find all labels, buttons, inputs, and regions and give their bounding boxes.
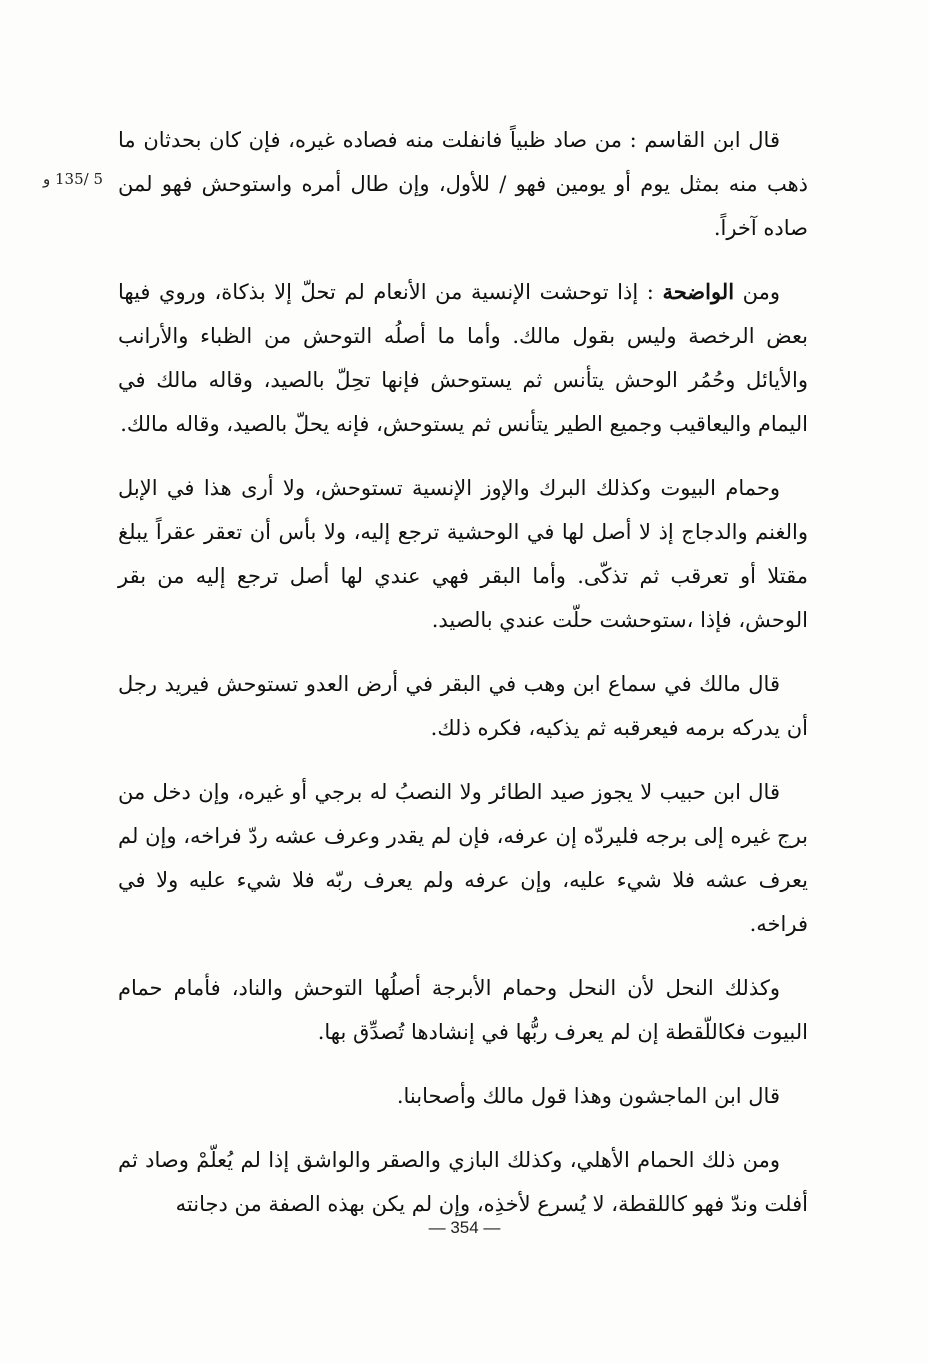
bold-term: الواضحة (662, 279, 735, 304)
paragraph-text: ومن (734, 280, 780, 304)
paragraph (118, 118, 808, 250)
paragraph (118, 1074, 808, 1118)
paragraph-text: قال ابن حبيب لا يجوز صيد الطائر ولا النصبُ له برجي أو غيره، وإن دخل من برج غيره إلى برجه فليردّه إن عرفه، فإن لم يقدر وعرف عشه ردّ فراخه، وإن لم يعرف عشه فلا شيء عليه، وإن عرفه ولم يعرف ربّه فلا شيء عليه ولا في فراخه. (118, 780, 808, 936)
paragraph-text: قال ابن القاسم : من صاد ظبياً فانفلت منه فصاده غيره، فإن كان بحدثان ما ذهب منه بمثل يوم أو يومين فهو / للأول، وإن طال أمره واستوحش فهو لمن صاده آخراً. (118, 128, 808, 240)
paragraph (118, 1138, 808, 1226)
paragraph-text: : إذا توحشت الإنسية من الأنعام لم تحلّ إلا بذكاة، وروي فيها بعض الرخصة وليس بقول مالك. وأما ما أصلُه التوحش من الظباء والأرانب والأيائل وحُمُر الوحش يتأنس ثم يستوحش فإنها تحِلّ بالصيد، وقاله مالك في اليمام واليعاقيب وجميع الطير يتأنس ثم يستوحش، فإنه يحلّ بالصيد، وقاله مالك. (118, 280, 808, 436)
paragraph (118, 270, 808, 446)
margin-folio-note: 5 /135 و (42, 170, 104, 188)
paragraph-text: قال مالك في سماع ابن وهب في البقر في أرض العدو تستوحش فيريد رجل أن يدركه برمه فيعرقبه ثم يذكيه، فكره ذلك. (118, 672, 808, 740)
paragraph (118, 466, 808, 642)
paragraph-text: ومن ذلك الحمام الأهلي، وكذلك البازي والصقر والواشق إذا لم يُعلّمْ وصاد ثم أفلت وندّ فهو كاللقطة، لا يُسرع لأخذِه، وإن لم يكن بهذه الصفة من دجانته (118, 1148, 808, 1216)
paragraph-text: وحمام البيوت وكذلك البرك والإوز الإنسية تستوحش، ولا أرى هذا في الإبل والغنم والدجاج إذ لا أصل لها في الوحشية ترجع إليه، ولا بأس أن تعقر عقراً يبلغ مقتلا أو تعرقب ثم تذكّى. وأما البقر فهي عندي لها أصل ترجع إليه من بقر الوحش، فإذا ،ستوحشت حلّت عندي بالصيد. (118, 476, 808, 632)
paragraph-text: وكذلك النحل لأن النحل وحمام الأبرجة أصلُها التوحش والناد، فأمام حمام البيوت فكاللّقطة إن لم يعرف ربُّها في إنشادها تُصدِّق بها. (118, 976, 808, 1044)
paragraph-text: قال ابن الماجشون وهذا قول مالك وأصحابنا. (396, 1084, 780, 1108)
paragraph (118, 770, 808, 946)
page-number: — 354 — (428, 1218, 501, 1237)
document-body (118, 118, 808, 1246)
paragraph (118, 662, 808, 750)
paragraph (118, 966, 808, 1054)
